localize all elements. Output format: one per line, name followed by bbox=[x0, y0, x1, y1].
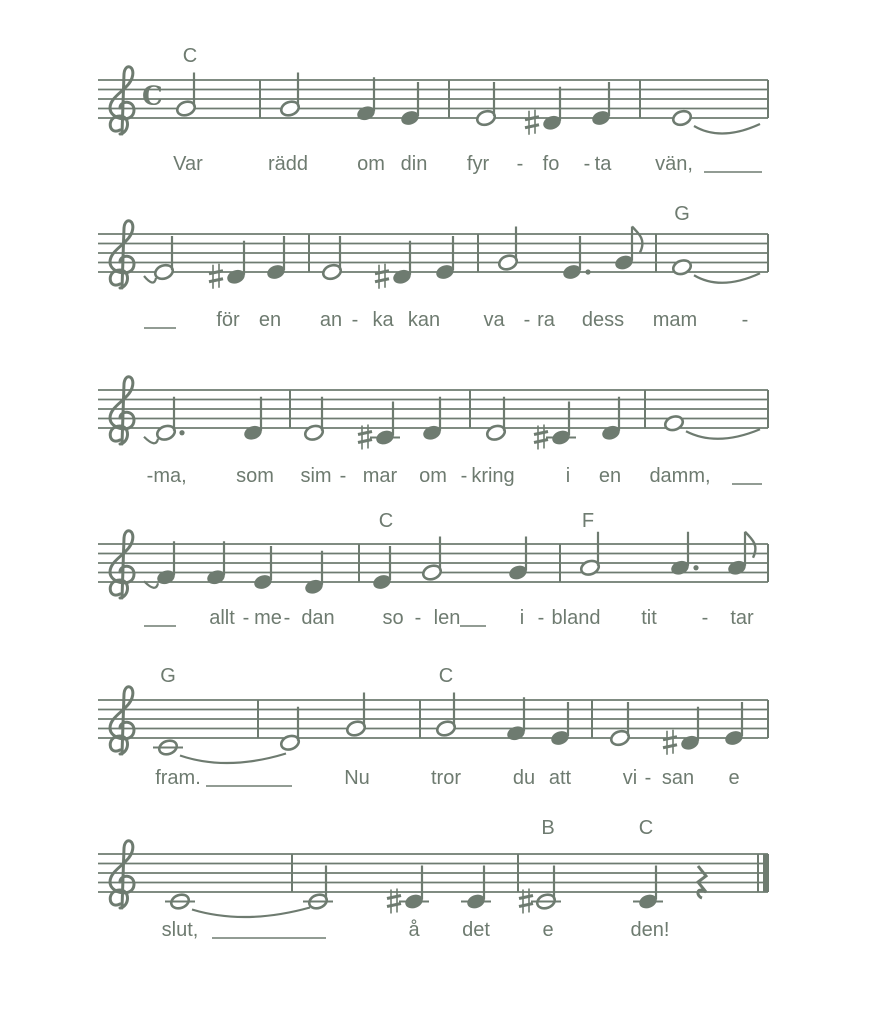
lyric-syllable: e bbox=[542, 919, 554, 941]
sharp-icon bbox=[375, 264, 389, 289]
lyric-syllable: san bbox=[661, 767, 695, 789]
sharp-icon bbox=[663, 730, 677, 755]
lyric-syllable: e bbox=[728, 767, 740, 789]
syllable-hyphen: - bbox=[242, 607, 250, 629]
dot-icon bbox=[693, 565, 698, 570]
tie bbox=[686, 429, 760, 439]
lyric-syllable: som bbox=[236, 465, 274, 487]
treble-clef-icon bbox=[110, 377, 134, 444]
tie bbox=[694, 273, 760, 283]
chord-symbol: C bbox=[182, 45, 198, 67]
note-c4 bbox=[165, 892, 310, 917]
lyric-syllable: din bbox=[400, 153, 428, 175]
chord-symbol: B bbox=[541, 817, 555, 839]
lyric-syllable: bland bbox=[551, 607, 601, 629]
lyric-syllable: en bbox=[258, 309, 282, 331]
lyric-syllable: om bbox=[419, 465, 447, 487]
lyric-syllable: fram. bbox=[155, 767, 201, 789]
lyric-syllable: att bbox=[548, 767, 572, 789]
lyric-syllable: vän, bbox=[655, 153, 693, 175]
lyric-syllable: dan bbox=[301, 607, 335, 629]
lyric-syllable: kring bbox=[471, 465, 515, 487]
note-d4 bbox=[209, 241, 247, 289]
lyric-syllable: du bbox=[512, 767, 536, 789]
syllable-hyphen: - bbox=[516, 153, 524, 175]
lyric-syllable: mam bbox=[652, 309, 698, 331]
syllable-hyphen: - bbox=[644, 767, 652, 789]
lyric-syllable: ra bbox=[537, 309, 555, 331]
lyric-syllable: tror bbox=[431, 767, 461, 789]
treble-clef-icon bbox=[110, 687, 134, 754]
lyric-syllable: va bbox=[483, 309, 505, 331]
tie bbox=[694, 124, 760, 134]
note-f4 bbox=[144, 541, 177, 588]
dot-icon bbox=[179, 430, 184, 435]
syllable-hyphen: - bbox=[146, 465, 154, 487]
syllable-hyphen: - bbox=[460, 465, 468, 487]
lyric-syllable: för bbox=[216, 309, 240, 331]
lyric-syllable: å bbox=[408, 919, 420, 941]
lyric-syllable: allt bbox=[209, 607, 235, 629]
note-e4 bbox=[671, 109, 760, 134]
note-d4 bbox=[663, 707, 701, 755]
lyric-syllable: ta bbox=[594, 153, 612, 175]
staff-system bbox=[98, 687, 768, 789]
lyric-syllable: Var bbox=[173, 153, 203, 175]
syllable-hyphen: - bbox=[339, 465, 347, 487]
treble-clef-icon bbox=[110, 221, 134, 288]
staff-system bbox=[98, 841, 769, 941]
note-d4 bbox=[144, 397, 185, 444]
tie bbox=[192, 908, 310, 918]
lyric-syllable: mar bbox=[362, 465, 398, 487]
treble-clef-icon bbox=[110, 531, 134, 598]
staff-system bbox=[98, 531, 768, 629]
lyric-syllable: sim bbox=[300, 465, 332, 487]
lyric-syllable: Nu bbox=[344, 767, 370, 789]
syllable-hyphen: - bbox=[741, 309, 749, 331]
sharp-icon bbox=[525, 110, 539, 135]
note-c4 bbox=[153, 738, 286, 763]
note-d4 bbox=[375, 241, 413, 289]
lyric-syllable: len bbox=[433, 607, 461, 629]
lyric-syllable: ka bbox=[372, 309, 394, 331]
tie bbox=[180, 754, 286, 764]
syllable-hyphen: - bbox=[701, 607, 709, 629]
lyric-syllable: ma, bbox=[153, 465, 187, 487]
chord-symbol: C bbox=[438, 665, 454, 687]
lyric-syllable: damm, bbox=[649, 465, 711, 487]
lyric-syllable: det bbox=[462, 919, 490, 941]
syllable-hyphen: - bbox=[523, 309, 531, 331]
lyric-syllable: tar bbox=[730, 607, 754, 629]
treble-clef-icon bbox=[110, 67, 134, 134]
lyric-syllable: fo bbox=[542, 153, 560, 175]
time-signature: C bbox=[142, 81, 163, 112]
note-d4 bbox=[525, 87, 563, 135]
syllable-hyphen: - bbox=[283, 607, 291, 629]
lyric-syllable: an bbox=[319, 309, 343, 331]
syllable-hyphen: - bbox=[583, 153, 591, 175]
lyric-syllable: fyr bbox=[466, 153, 490, 175]
syllable-hyphen: - bbox=[351, 309, 359, 331]
syllable-hyphen: - bbox=[414, 607, 422, 629]
lyric-syllable: me bbox=[254, 607, 282, 629]
chord-symbol: F bbox=[581, 510, 595, 532]
treble-clef-icon bbox=[110, 841, 134, 908]
chord-symbol: G bbox=[674, 203, 690, 225]
lyric-syllable: rädd bbox=[267, 153, 309, 175]
syllable-hyphen: - bbox=[537, 607, 545, 629]
chord-symbol: G bbox=[160, 665, 176, 687]
tie bbox=[144, 437, 158, 444]
lyric-syllable: den! bbox=[630, 919, 670, 941]
lyric-syllable: kan bbox=[407, 309, 441, 331]
lyric-syllable: dess bbox=[581, 309, 625, 331]
staff-system bbox=[98, 67, 768, 175]
lyric-syllable: vi bbox=[622, 767, 638, 789]
staff-system bbox=[98, 377, 768, 487]
tie bbox=[144, 276, 156, 283]
chord-symbol: C bbox=[378, 510, 394, 532]
staff-system bbox=[98, 221, 768, 331]
sharp-icon bbox=[209, 264, 223, 289]
lyric-syllable: om bbox=[357, 153, 385, 175]
lyric-syllable: slut, bbox=[161, 919, 199, 941]
final-barline-thick bbox=[763, 854, 769, 892]
chord-symbol: C bbox=[638, 817, 654, 839]
lyric-syllable: i bbox=[519, 607, 525, 629]
lyric-syllable: so bbox=[382, 607, 404, 629]
dot-icon bbox=[585, 269, 590, 274]
lyric-syllable: en bbox=[598, 465, 622, 487]
lyric-syllable: i bbox=[565, 465, 571, 487]
lyric-syllable: tit bbox=[641, 607, 657, 629]
